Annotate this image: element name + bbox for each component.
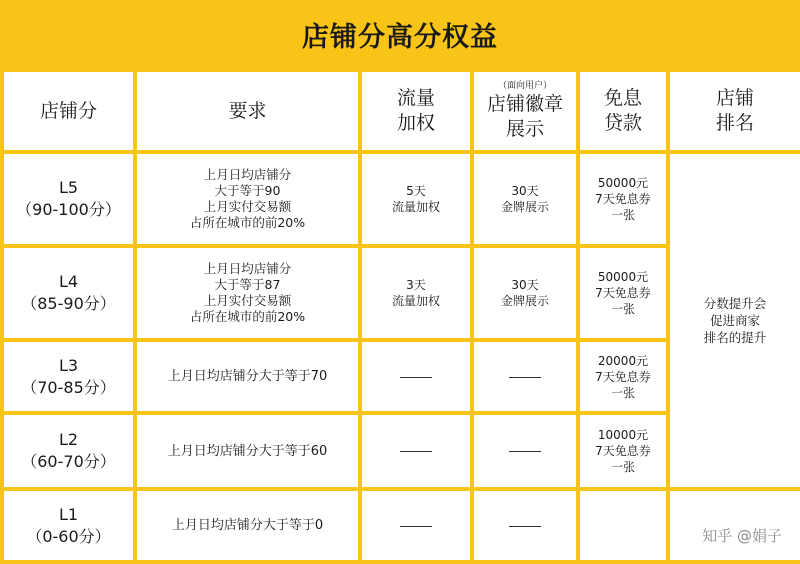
- badge-cell: [472, 413, 578, 489]
- loan-cell: 20000元 7天免息券 一张: [578, 340, 668, 413]
- page-title: 店铺分高分权益: [0, 0, 800, 68]
- table-row: [2, 152, 800, 246]
- loan-cell: 50000元 7天免息券 一张: [578, 152, 668, 246]
- score-level-cell: [2, 246, 135, 340]
- badge-cell: [472, 340, 578, 413]
- score-level-cell: [2, 489, 135, 562]
- traffic-cell: [360, 340, 472, 413]
- badge-cell: 30天 金牌展示: [472, 246, 578, 340]
- traffic-cell: [360, 413, 472, 489]
- level-range: （0-60分）: [26, 526, 111, 546]
- header-badge-note: （面向用户）: [497, 80, 552, 91]
- empty-dash: [509, 377, 541, 378]
- empty-dash: [509, 451, 541, 452]
- level-label: L5: [58, 178, 79, 197]
- header-score: 店铺分: [2, 70, 135, 152]
- requirement-cell: 上月日均店铺分大于等于60: [135, 413, 360, 489]
- level-range: （60-70分）: [21, 452, 116, 471]
- header-rank: 店铺 排名: [668, 70, 800, 152]
- requirement-cell: 上月日均店铺分 大于等于87 上月实付交易额 占所在城市的前20%: [135, 246, 360, 340]
- loan-cell: [578, 489, 668, 562]
- rights-table: [0, 68, 800, 564]
- level-label: L1: [58, 504, 79, 524]
- rank-cell: 分数提升会 促进商家 排名的提升: [668, 152, 800, 489]
- requirement-cell: 上月日均店铺分大于等于0: [135, 489, 360, 562]
- header-row: [2, 70, 800, 152]
- level-range: （70-85分）: [21, 377, 116, 397]
- traffic-cell: [360, 489, 472, 562]
- level-label: L3: [58, 355, 79, 375]
- watermark-text: 知乎 @娟子: [702, 527, 782, 545]
- header-badge: （面向用户） 店铺徽章 展示: [472, 70, 578, 152]
- header-traffic: 流量 加权: [360, 70, 472, 152]
- empty-dash: [400, 526, 432, 527]
- score-level-cell: [2, 152, 135, 246]
- requirement-cell: 上月日均店铺分 大于等于90 上月实付交易额 占所在城市的前20%: [135, 152, 360, 246]
- empty-dash: [400, 377, 432, 378]
- score-level-cell: [2, 413, 135, 489]
- level-label: L4: [58, 272, 79, 291]
- badge-cell: 30天 金牌展示: [472, 152, 578, 246]
- traffic-cell: 3天 流量加权: [360, 246, 472, 340]
- header-loan: 免息 贷款: [578, 70, 668, 152]
- level-range: （90-100分）: [16, 200, 121, 219]
- requirement-cell: 上月日均店铺分大于等于70: [135, 340, 360, 413]
- loan-cell: 50000元 7天免息券 一张: [578, 246, 668, 340]
- empty-dash: [509, 526, 541, 527]
- score-level-cell: [2, 340, 135, 413]
- badge-cell: [472, 489, 578, 562]
- traffic-cell: 5天 流量加权: [360, 152, 472, 246]
- empty-dash: [400, 451, 432, 452]
- loan-cell: 10000元 7天免息券 一张: [578, 413, 668, 489]
- table-row: [2, 489, 800, 562]
- header-requirement: 要求: [135, 70, 360, 152]
- level-label: L2: [58, 430, 79, 449]
- level-range: （85-90分）: [21, 294, 116, 313]
